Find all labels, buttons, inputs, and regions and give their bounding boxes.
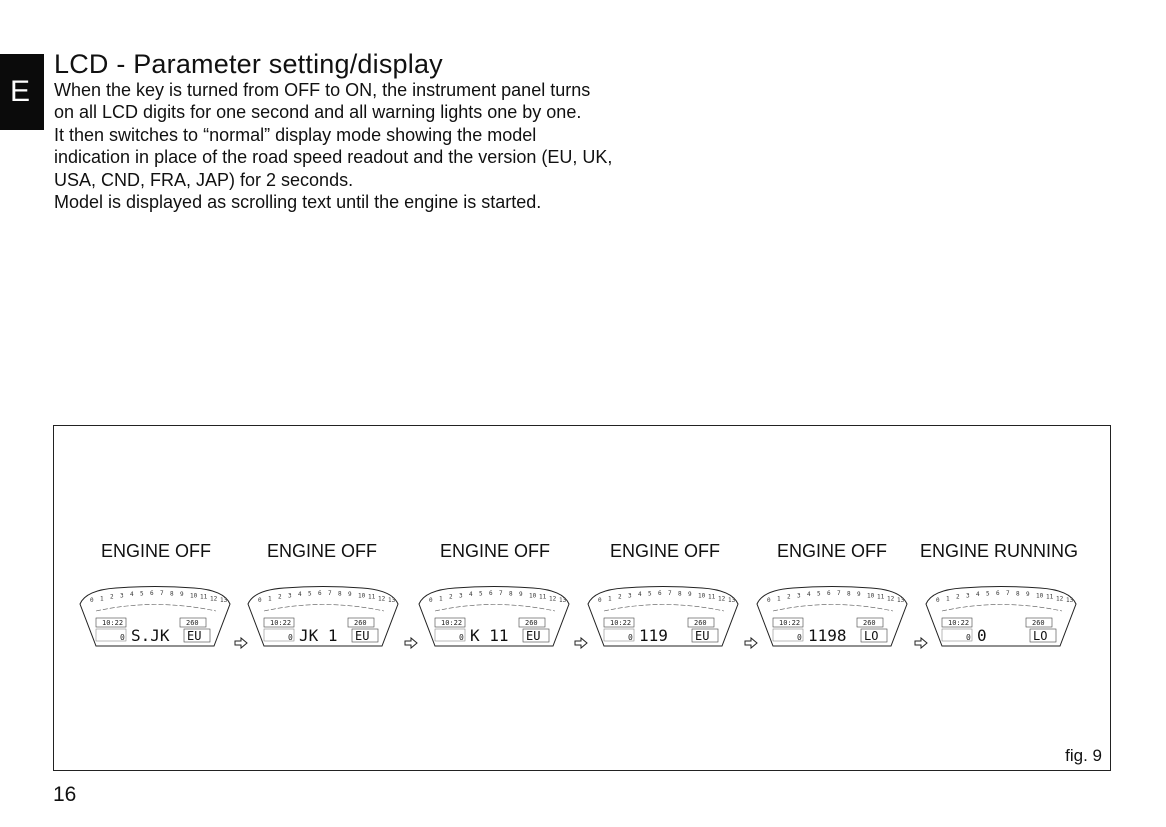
tach-number: 11 <box>1046 593 1054 601</box>
tach-number: 4 <box>130 591 134 599</box>
stage-label-1: ENGINE OFF <box>100 541 212 561</box>
tach-number: 12 <box>210 595 218 603</box>
speed-readout: S.JK <box>131 626 170 645</box>
clock-readout: 10:22 <box>610 619 632 627</box>
temperature-readout: 260 <box>1032 619 1045 627</box>
lcd-dashboard-4 <box>584 584 742 648</box>
tach-number: 12 <box>1056 595 1064 603</box>
temperature-readout: 260 <box>186 619 199 627</box>
tach-number: 13 <box>388 597 396 604</box>
tach-number: 6 <box>489 590 493 598</box>
tach-number: 0 <box>598 597 602 604</box>
version-readout: EU <box>355 629 370 643</box>
tach-number: 5 <box>308 590 312 598</box>
tach-number: 5 <box>986 590 990 598</box>
tach-number: 8 <box>1016 590 1020 598</box>
version-readout: LO <box>864 629 879 643</box>
tach-number: 8 <box>338 590 342 598</box>
tach-number: 9 <box>348 591 352 599</box>
tach-number: 1 <box>100 595 104 603</box>
tach-number: 13 <box>220 597 228 604</box>
lcd-dashboard-3 <box>415 584 573 648</box>
tach-number: 7 <box>1006 590 1010 598</box>
tach-number: 11 <box>877 593 885 601</box>
right-arrow-icon <box>744 636 758 650</box>
speed-readout: 119 <box>639 626 668 645</box>
tach-number: 5 <box>648 590 652 598</box>
tach-number: 10 <box>190 592 198 600</box>
tach-number: 3 <box>288 592 292 600</box>
tach-number: 6 <box>658 590 662 598</box>
tach-number: 1 <box>268 595 272 603</box>
tach-number: 3 <box>797 592 801 600</box>
tach-number: 13 <box>1066 597 1074 604</box>
tach-number: 12 <box>549 595 557 603</box>
tach-number: 0 <box>429 597 433 604</box>
tach-number: 10 <box>698 592 706 600</box>
page-title: LCD - Parameter setting/display <box>54 49 443 79</box>
tach-number: 3 <box>459 592 463 600</box>
tach-number: 2 <box>110 593 114 601</box>
version-readout: EU <box>526 629 541 643</box>
tach-number: 2 <box>449 593 453 601</box>
tach-number: 1 <box>439 595 443 603</box>
tach-number: 12 <box>887 595 895 603</box>
tach-number: 2 <box>956 593 960 601</box>
gear-readout: 0 <box>120 633 125 642</box>
stage-label-4: ENGINE OFF <box>609 541 721 561</box>
temperature-readout: 260 <box>694 619 707 627</box>
tach-number: 8 <box>509 590 513 598</box>
tach-number: 1 <box>608 595 612 603</box>
figure-caption: fig. 9 <box>1065 746 1102 765</box>
tach-number: 11 <box>539 593 547 601</box>
tach-number: 0 <box>767 597 771 604</box>
gear-readout: 0 <box>966 633 971 642</box>
stage-label-3: ENGINE OFF <box>439 541 551 561</box>
gear-readout: 0 <box>459 633 464 642</box>
tach-number: 5 <box>817 590 821 598</box>
tach-number: 9 <box>857 591 861 599</box>
gear-readout: 0 <box>628 633 633 642</box>
tach-number: 11 <box>368 593 376 601</box>
tach-number: 11 <box>200 593 208 601</box>
tach-number: 12 <box>718 595 726 603</box>
tach-number: 10 <box>867 592 875 600</box>
stage-label-2: ENGINE OFF <box>266 541 378 561</box>
clock-readout: 10:22 <box>779 619 801 627</box>
tach-number: 4 <box>807 591 811 599</box>
section-tab: E <box>0 54 44 130</box>
right-arrow-icon <box>234 636 248 650</box>
speed-readout: K 11 <box>470 626 509 645</box>
tach-number: 7 <box>160 590 164 598</box>
tach-number: 7 <box>668 590 672 598</box>
gear-readout: 0 <box>288 633 293 642</box>
lcd-dashboard-6 <box>922 584 1080 648</box>
tach-number: 10 <box>358 592 366 600</box>
tach-number: 4 <box>976 591 980 599</box>
speed-readout: JK 1 <box>299 626 338 645</box>
clock-readout: 10:22 <box>102 619 124 627</box>
right-arrow-icon <box>574 636 588 650</box>
paragraph-2: It then switches to “normal” display mode showing the model indication in place of the road speed readout and the version (EU, UK, USA, CND, FRA, JAP) for 2 seconds. <box>54 124 613 190</box>
tach-number: 8 <box>170 590 174 598</box>
body-text <box>54 79 614 213</box>
tach-number: 6 <box>150 590 154 598</box>
version-readout: LO <box>1033 629 1048 643</box>
tach-number: 10 <box>529 592 537 600</box>
temperature-readout: 260 <box>863 619 876 627</box>
clock-readout: 10:22 <box>441 619 463 627</box>
stage-label-6: ENGINE RUNNING <box>919 541 1079 561</box>
clock-readout: 10:22 <box>270 619 292 627</box>
paragraph-3: Model is displayed as scrolling text until the engine is started. <box>54 192 542 213</box>
page-number: 16 <box>53 783 77 806</box>
tach-number: 9 <box>688 591 692 599</box>
temperature-readout: 260 <box>354 619 367 627</box>
speed-readout: 1198 <box>808 626 847 645</box>
tach-number: 9 <box>1026 591 1030 599</box>
lcd-dashboard-2 <box>244 584 402 648</box>
stage-label-5: ENGINE OFF <box>776 541 888 561</box>
tach-number: 4 <box>469 591 473 599</box>
tach-number: 13 <box>897 597 905 604</box>
tach-number: 2 <box>618 593 622 601</box>
speed-readout: 0 <box>977 626 987 645</box>
tach-number: 2 <box>787 593 791 601</box>
tach-number: 10 <box>1036 592 1044 600</box>
temperature-readout: 260 <box>525 619 538 627</box>
tach-number: 6 <box>318 590 322 598</box>
lcd-dashboard-1 <box>76 584 234 648</box>
tach-number: 3 <box>628 592 632 600</box>
tach-number: 1 <box>777 595 781 603</box>
tach-number: 1 <box>946 595 950 603</box>
tach-number: 0 <box>936 597 940 604</box>
clock-readout: 10:22 <box>948 619 970 627</box>
tach-number: 3 <box>966 592 970 600</box>
tach-number: 13 <box>728 597 736 604</box>
version-readout: EU <box>187 629 202 643</box>
tach-number: 7 <box>499 590 503 598</box>
tach-number: 8 <box>847 590 851 598</box>
tach-number: 4 <box>298 591 302 599</box>
tach-number: 7 <box>837 590 841 598</box>
tach-number: 7 <box>328 590 332 598</box>
tach-number: 5 <box>479 590 483 598</box>
tach-number: 13 <box>559 597 567 604</box>
tach-number: 9 <box>519 591 523 599</box>
tach-number: 12 <box>378 595 386 603</box>
tach-number: 11 <box>708 593 716 601</box>
figure-box <box>53 425 1111 771</box>
tach-number: 3 <box>120 592 124 600</box>
tach-number: 0 <box>258 597 262 604</box>
tach-number: 6 <box>996 590 1000 598</box>
tach-number: 2 <box>278 593 282 601</box>
version-readout: EU <box>695 629 710 643</box>
lcd-dashboard-5 <box>753 584 911 648</box>
right-arrow-icon <box>404 636 418 650</box>
gear-readout: 0 <box>797 633 802 642</box>
tach-number: 0 <box>90 597 94 604</box>
tach-number: 8 <box>678 590 682 598</box>
paragraph-1: When the key is turned from OFF to ON, the instrument panel turns on all LCD digits for one second and all warning lights one by one. <box>54 80 591 123</box>
right-arrow-icon <box>914 636 928 650</box>
tach-number: 4 <box>638 591 642 599</box>
tach-number: 5 <box>140 590 144 598</box>
tach-number: 9 <box>180 591 184 599</box>
tach-number: 6 <box>827 590 831 598</box>
